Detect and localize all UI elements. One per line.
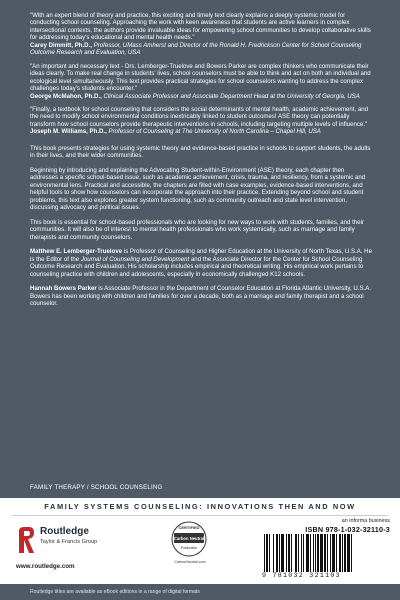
endorser-name: Carey Dimmitt, Ph.D., — [30, 41, 92, 49]
seal-top-text: CERTIFIED — [178, 525, 200, 530]
author-bio-1 — [30, 248, 374, 278]
ebook-note: Routledge titles are available as eBook editions in a range of digital formats — [30, 589, 200, 595]
endorsement-2 — [30, 63, 374, 100]
journal-title: Journal of Counseling and Development — [80, 255, 190, 263]
barcode-icon — [262, 534, 388, 574]
barcode-number: 9 781032 321103 — [262, 572, 341, 579]
endorsement-attribution — [30, 128, 374, 135]
author-name: Matthew E. Lemberger-Truelove — [30, 248, 123, 256]
endorser-name: Joseph M. Williams, Ph.D., — [30, 128, 107, 136]
endorser-role: Clinical Associate Professor and Associate Department Head at the University of Georgia, USA — [103, 92, 360, 100]
bio-text: is Associate Professor in the Department of Counselor Education at Florida Atlantic University, U.S.A. Bowers has been working with children and families for over a decade, both as a marriage and family therapist and a school counselor. — [30, 285, 371, 308]
endorser-name: George McMahon, Ph.D., — [30, 92, 102, 100]
bio-text: is Professor of Counseling and Higher Education at the University of North Texas, U.S.A. He is the Editor of the — [30, 248, 372, 263]
author-bio-2 — [30, 285, 374, 308]
seal-sub-text: Publication — [180, 546, 198, 550]
divider — [12, 515, 388, 516]
description-paragraph: This book presents strategies for using systemic theory and evidence-based practice in schools to support students, the adults in their lives, and their wider communities. — [30, 144, 371, 160]
endorsement-text: "Finally, a textbook for school counseling that considers the social determinants of mental health, academic achievement, and the need to modify school environmental conditions inextricably linked to student outcomes! ASE theory can potentially transform how school counselors provide therapeutic interventions in schools, including targeting multiple levels of influence." — [30, 105, 369, 128]
publisher-group: Taylor & Francis Group — [40, 539, 98, 545]
publisher-name: Routledge — [40, 526, 89, 537]
endorsement-3 — [30, 106, 374, 136]
description-paragraph: This book is essential for school-based professionals who are looking for new ways to work with students, families, and their communities. It will also be of interest to mental health professionals who work systemically, such as marriage and family therapists and community counselors. — [30, 218, 364, 241]
description-paragraph: Beginning by introducing and explaining the Advocating Student-within-Environment (ASE) theory, each chapter then addresses a specific school-based issue, such as academic achievement, crisis, trauma, and resiliency, from a systemic and environmental lens. Practical and accessible, the chapters are filled with case examples, evidence-based interventions, and helpful tools to show how counselors can incorporate the approach into their practice. Extending beyond school and student problems, this text also explores greater system functioning, such as community outreach and state level intervention, discussing advocacy and political issues. — [30, 166, 366, 212]
seal-url: CarbonNeutral.com — [174, 560, 206, 564]
endorsement-attribution — [30, 93, 374, 100]
endorsement-text: "An important and necessary text - Drs. Lemberger-Truelove and Bowers Parker are complex thinkers who communicate their ideas clearly. To make real change in students' lives, school counselors must be able to think and act on both an individual and ecological level simultaneously. This text provides practical strategies for school counselors wanting to address the complex challenges today's students encounter." — [30, 62, 371, 93]
routledge-logo-icon — [16, 525, 36, 555]
author-name: Hannah Bowers Parker — [30, 285, 97, 293]
series-title: FAMILY SYSTEMS COUNSELING: INNOVATIONS THEN AND NOW — [44, 502, 356, 511]
seal-main-text: Carbon Neutral — [173, 536, 205, 541]
informa-tagline: an informa business — [341, 518, 390, 524]
publisher-logo — [16, 523, 126, 563]
isbn-block — [258, 518, 390, 534]
carbon-neutral-seal-icon — [170, 520, 208, 558]
endorser-role: Professor of Counseling at The University of North Carolina – Chapel Hill, USA — [108, 128, 321, 136]
endorsement-1 — [30, 12, 374, 57]
subject-category: FAMILY THERAPY / SCHOOL COUNSELING — [30, 484, 163, 491]
publisher-url: www.routledge.com — [16, 563, 75, 570]
endorsement-attribution — [30, 42, 374, 57]
endorser-role: Professor, UMass Amherst and Director of the Ronald H. Fredrickson Center for School Counseling Outcome Research and Evaluation, USA — [30, 41, 362, 57]
isbn-number: ISBN 978-1-032-32110-3 — [305, 525, 390, 534]
cover-text — [30, 12, 374, 315]
endorsement-text: "With an expert blend of theory and practice, this exciting and timely text clearly explains a deeply systemic model for conducting school counseling. Approaching the work with keen awareness that students are active learners in complex intersectional contexts, the authors provide invaluable ideas for empowering school communities to develop collaborative skills for addressing today's educational and mental health needs." — [30, 12, 371, 42]
bio-text: and the Associate Director for the Center for School Counseling Outcome Research and Evaluation. His scholarship includes empirical and theoretical writing. His empirical work pertains to counseling practice with children and adolescents, especially in economically challenged K12 schools. — [30, 255, 364, 278]
